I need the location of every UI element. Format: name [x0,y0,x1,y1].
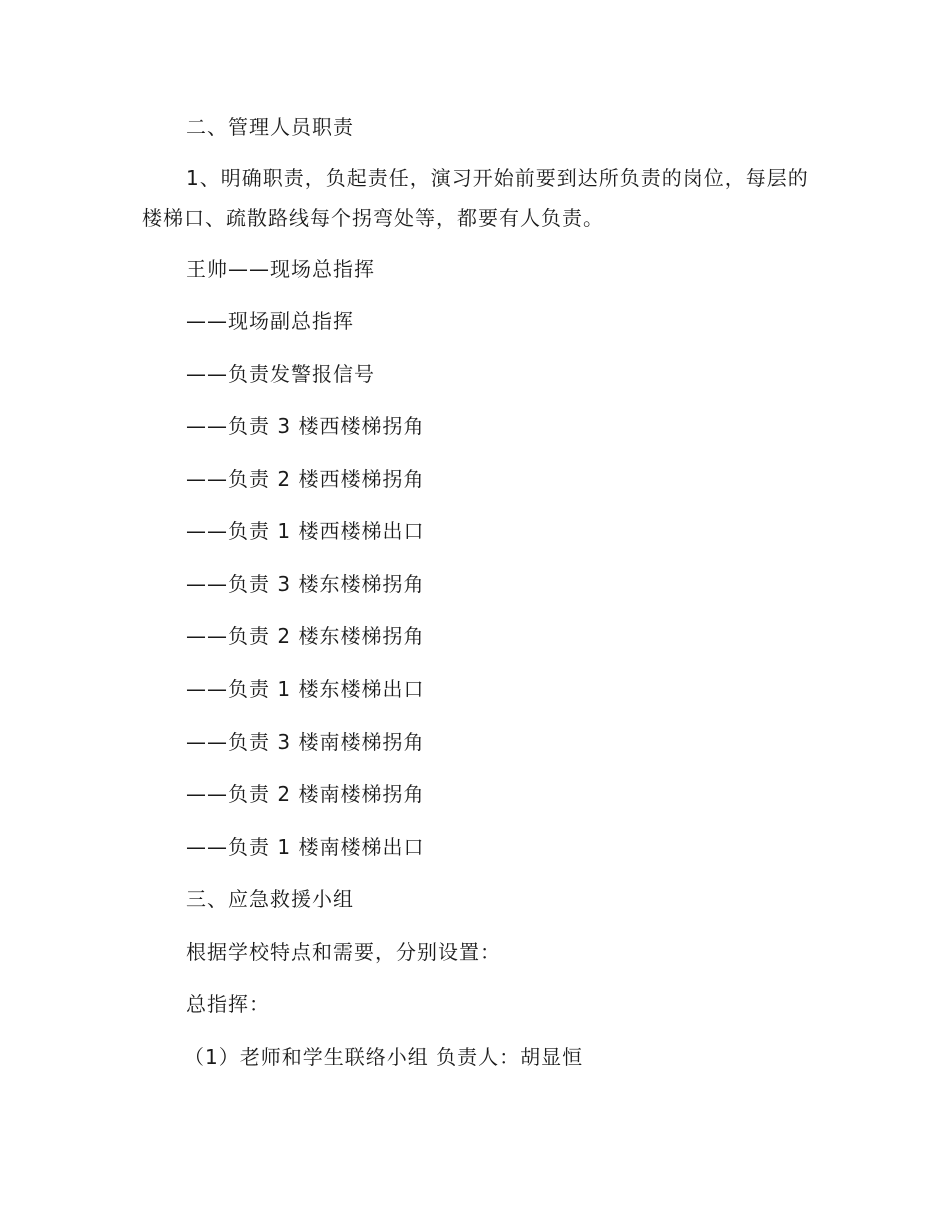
rescue-intro: 根据学校特点和需要，分别设置： [186,940,501,964]
role-line: ——负责 3 楼南楼梯拐角 [186,730,425,754]
role-line: ——负责 1 楼南楼梯出口 [186,835,425,859]
role-line: ——现场副总指挥 [186,309,354,333]
section-heading-management: 二、管理人员职责 [186,115,354,139]
commander-label: 总指挥： [186,992,270,1016]
role-line: ——负责 1 楼西楼梯出口 [186,519,425,543]
role-line: ——负责 3 楼西楼梯拐角 [186,414,425,438]
role-line: ——负责 2 楼东楼梯拐角 [186,624,425,648]
group-item: （1）老师和学生联络小组 负责人：胡显恒 [184,1045,584,1069]
role-line: ——负责 3 楼东楼梯拐角 [186,572,425,596]
role-line: ——负责 2 楼南楼梯拐角 [186,782,425,806]
role-line: ——负责发警报信号 [186,362,375,386]
paragraph-responsibility: 1、明确职责，负起责任，演习开始前要到达所负责的岗位，每层的楼梯口、疏散路线每个拐弯处等，都要有人负责。 [142,166,809,230]
role-line: 王帅——现场总指挥 [186,257,375,281]
section-heading-rescue: 三、应急救援小组 [186,887,354,911]
role-line: ——负责 1 楼东楼梯出口 [186,677,425,701]
role-line: ——负责 2 楼西楼梯拐角 [186,467,425,491]
